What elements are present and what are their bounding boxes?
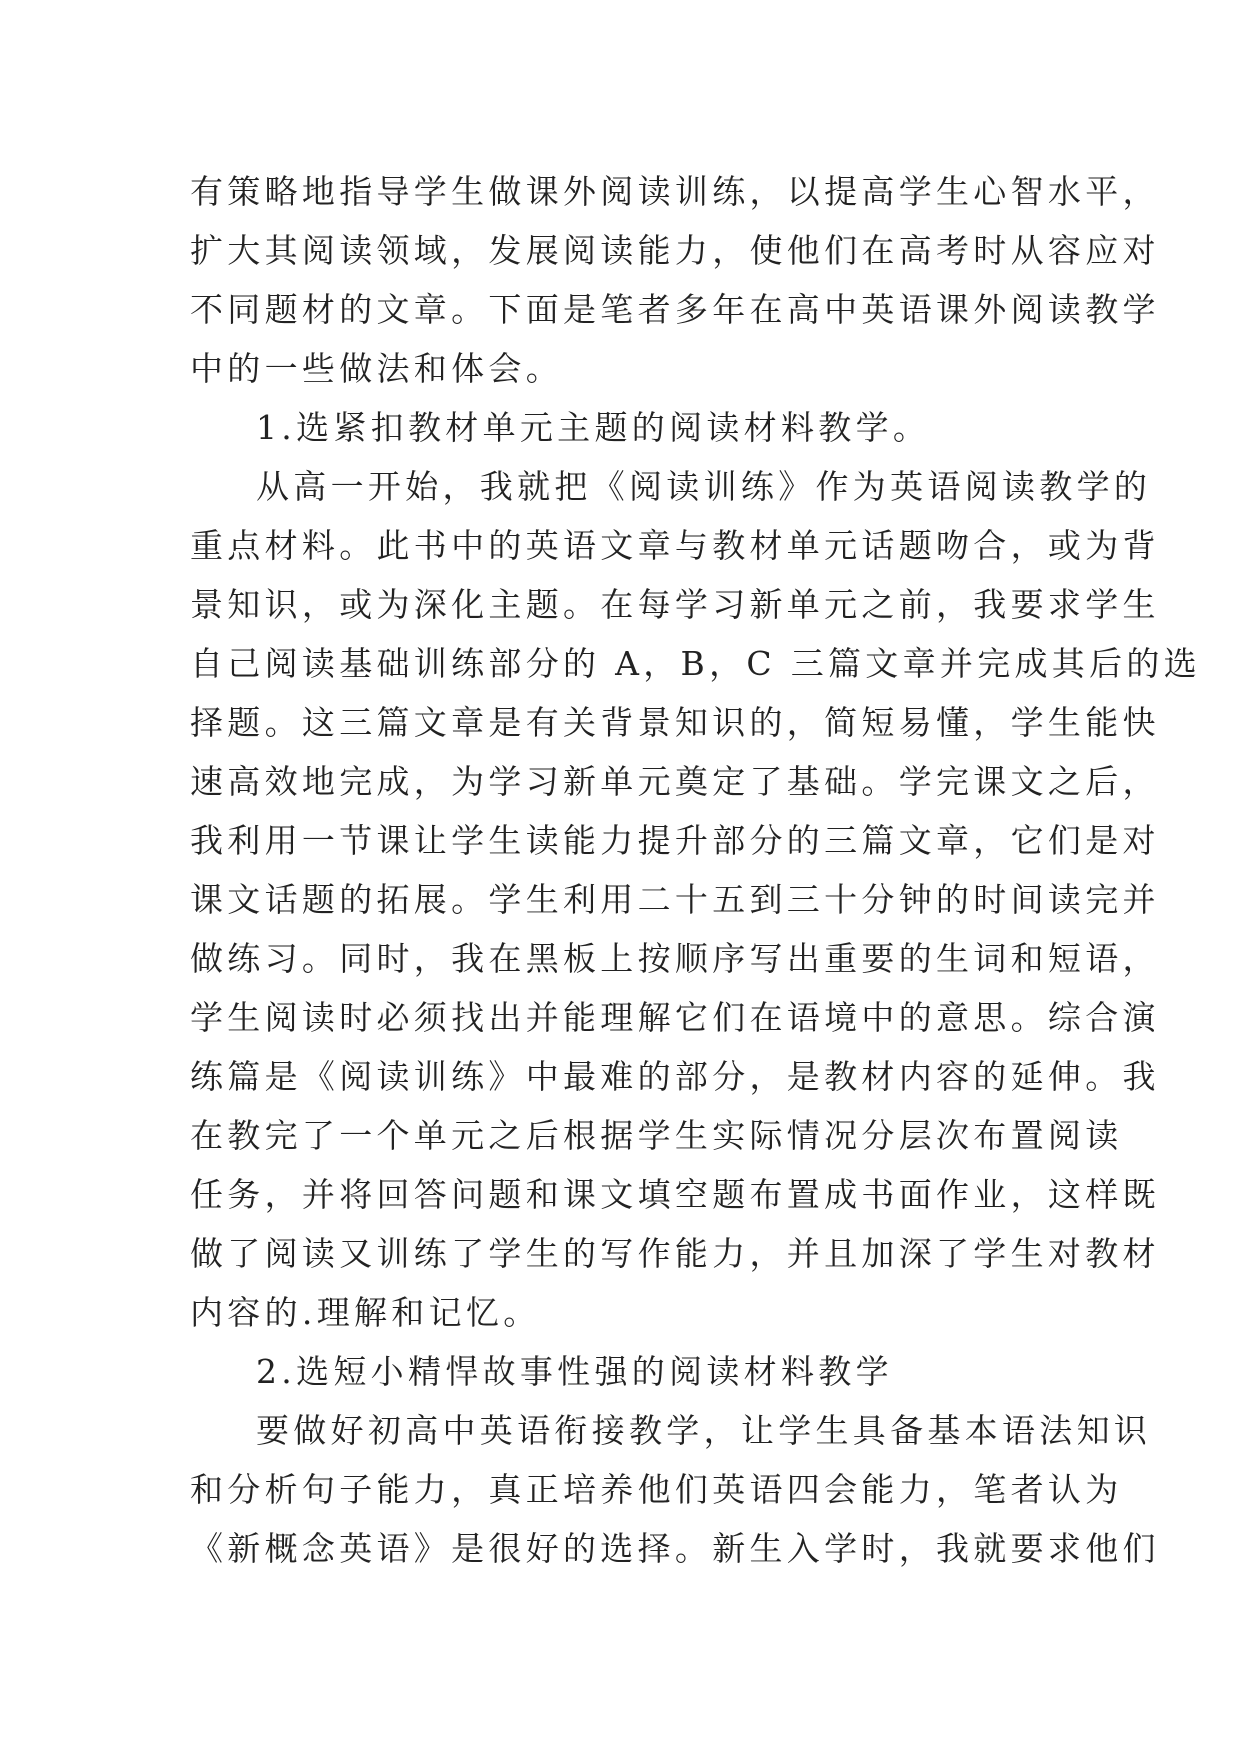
text-line: 我利用一节课让学生读能力提升部分的三篇文章，它们是对 [190, 821, 1160, 860]
text-line: 景知识，或为深化主题。在每学习新单元之前，我要求学生 [190, 585, 1160, 624]
text-line: 内容的.理解和记忆。 [190, 1293, 541, 1332]
text-line: 要做好初高中英语衔接教学，让学生具备基本语法知识 [256, 1411, 1152, 1450]
text-line: 有策略地指导学生做课外阅读训练，以提高学生心智水平， [190, 172, 1160, 211]
text-line: 自己阅读基础训练部分的 A，B，C 三篇文章并完成其后的选 [190, 644, 1202, 683]
text-line: 1.选紧扣教材单元主题的阅读材料教学。 [256, 408, 931, 447]
text-line: 做练习。同时，我在黑板上按顺序写出重要的生词和短语， [190, 939, 1160, 978]
body-text [190, 162, 1202, 1578]
text-line: 扩大其阅读领域，发展阅读能力，使他们在高考时从容应对 [190, 231, 1160, 270]
text-line: 中的一些做法和体会。 [190, 349, 563, 388]
text-line: 做了阅读又训练了学生的写作能力，并且加深了学生对教材 [190, 1234, 1160, 1273]
text-line: 任务，并将回答问题和课文填空题布置成书面作业，这样既 [190, 1175, 1160, 1214]
text-line: 择题。这三篇文章是有关背景知识的，简短易懂，学生能快 [190, 703, 1160, 742]
text-line: 不同题材的文章。下面是笔者多年在高中英语课外阅读教学 [190, 290, 1160, 329]
text-line: 在教完了一个单元之后根据学生实际情况分层次布置阅读 [190, 1116, 1123, 1155]
text-line: 和分析句子能力，真正培养他们英语四会能力，笔者认为 [190, 1470, 1123, 1509]
text-line: 2.选短小精悍故事性强的阅读材料教学 [256, 1352, 893, 1391]
text-line: 从高一开始，我就把《阅读训练》作为英语阅读教学的 [256, 467, 1152, 506]
text-line: 练篇是《阅读训练》中最难的部分，是教材内容的延伸。我 [190, 1057, 1160, 1096]
text-line: 《新概念英语》是很好的选择。新生入学时，我就要求他们 [190, 1529, 1160, 1568]
text-line: 重点材料。此书中的英语文章与教材单元话题吻合，或为背 [190, 526, 1160, 565]
text-line: 课文话题的拓展。学生利用二十五到三十分钟的时间读完并 [190, 880, 1160, 919]
text-line: 学生阅读时必须找出并能理解它们在语境中的意思。综合演 [190, 998, 1160, 1037]
text-line: 速高效地完成，为学习新单元奠定了基础。学完课文之后， [190, 762, 1160, 801]
